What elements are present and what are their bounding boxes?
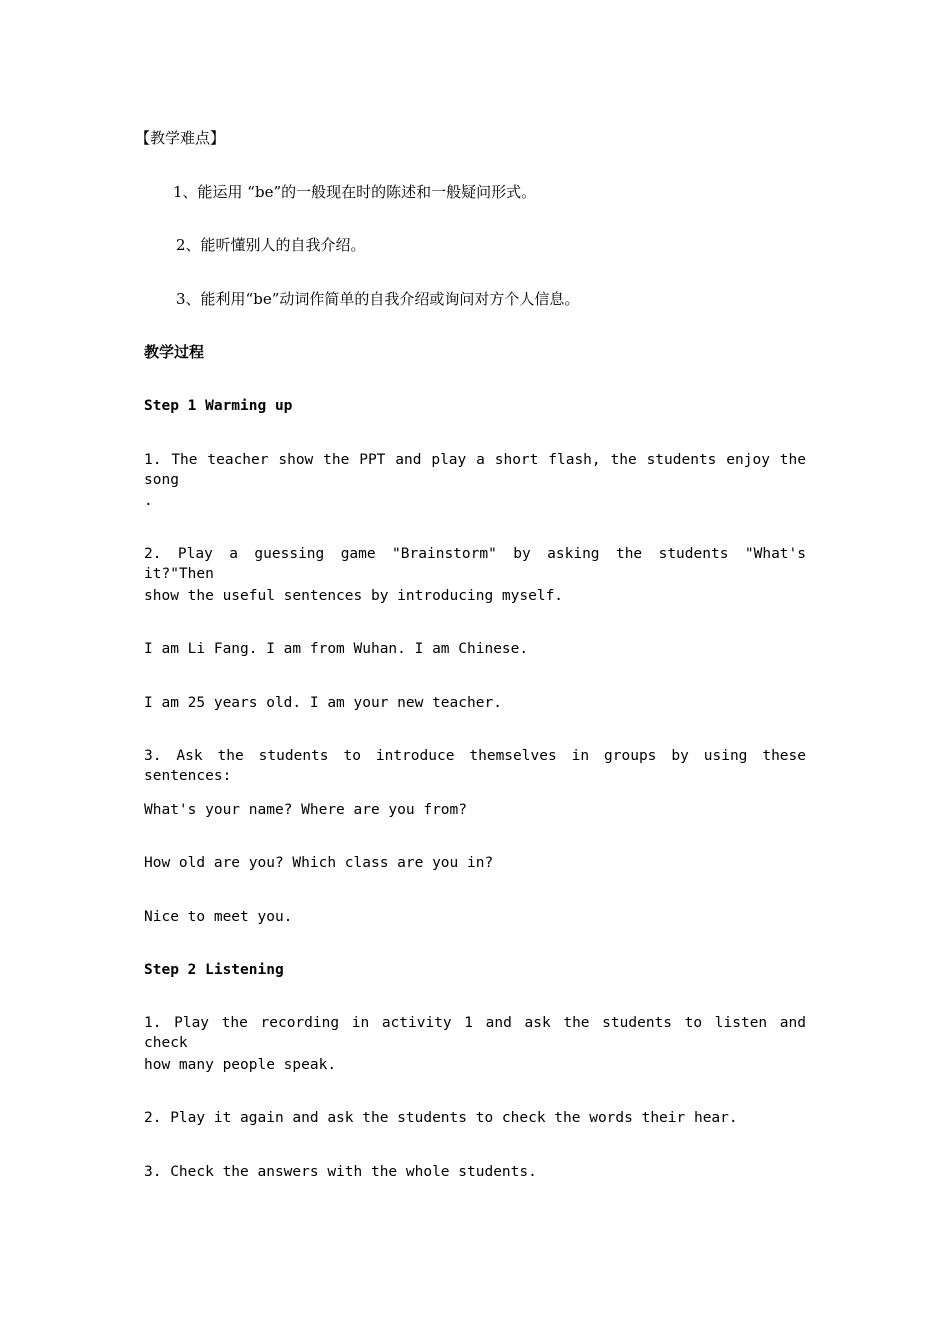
difficulty-item-3: 3、能利用“be”动词作简单的自我介绍或询问对方个人信息。 xyxy=(176,290,580,308)
difficulty-heading: 【教学难点】 xyxy=(135,129,226,147)
step1-para2-line2: show the useful sentences by introducing myself. xyxy=(144,588,564,604)
step1-question-line1: What's your name? Where are you from? xyxy=(144,802,468,818)
step1-para1-line2: . xyxy=(144,493,153,509)
process-heading: 教学过程 xyxy=(144,343,205,361)
step2-title: Step 2 Listening xyxy=(144,962,284,978)
step1-para2-line1: 2. Play a guessing game "Brainstorm" by asking the students "What's it?"Then xyxy=(144,546,806,582)
step1-title: Step 1 Warming up xyxy=(144,398,293,414)
step1-question-line2: How old are you? Which class are you in? xyxy=(144,855,494,871)
step1-para3: 3. Ask the students to introduce themselves in groups by using these sentences: xyxy=(144,748,806,784)
step2-para1-line2: how many people speak. xyxy=(144,1057,337,1073)
step1-para1-line1: 1. The teacher show the PPT and play a short flash, the students enjoy the song xyxy=(144,452,806,488)
step1-example-line1: I am Li Fang. I am from Wuhan. I am Chinese. xyxy=(144,641,529,657)
difficulty-item-2: 2、能听懂别人的自我介绍。 xyxy=(176,236,366,254)
difficulty-item-1: 1、能运用 “be”的一般现在时的陈述和一般疑问形式。 xyxy=(173,183,537,201)
step1-question-line3: Nice to meet you. xyxy=(144,909,293,925)
step2-para1-line1: 1. Play the recording in activity 1 and ask the students to listen and check xyxy=(144,1015,806,1051)
step2-para2: 2. Play it again and ask the students to check the words their hear. xyxy=(144,1110,738,1126)
step2-para3: 3. Check the answers with the whole students. xyxy=(144,1164,537,1180)
step1-example-line2: I am 25 years old. I am your new teacher. xyxy=(144,695,502,711)
